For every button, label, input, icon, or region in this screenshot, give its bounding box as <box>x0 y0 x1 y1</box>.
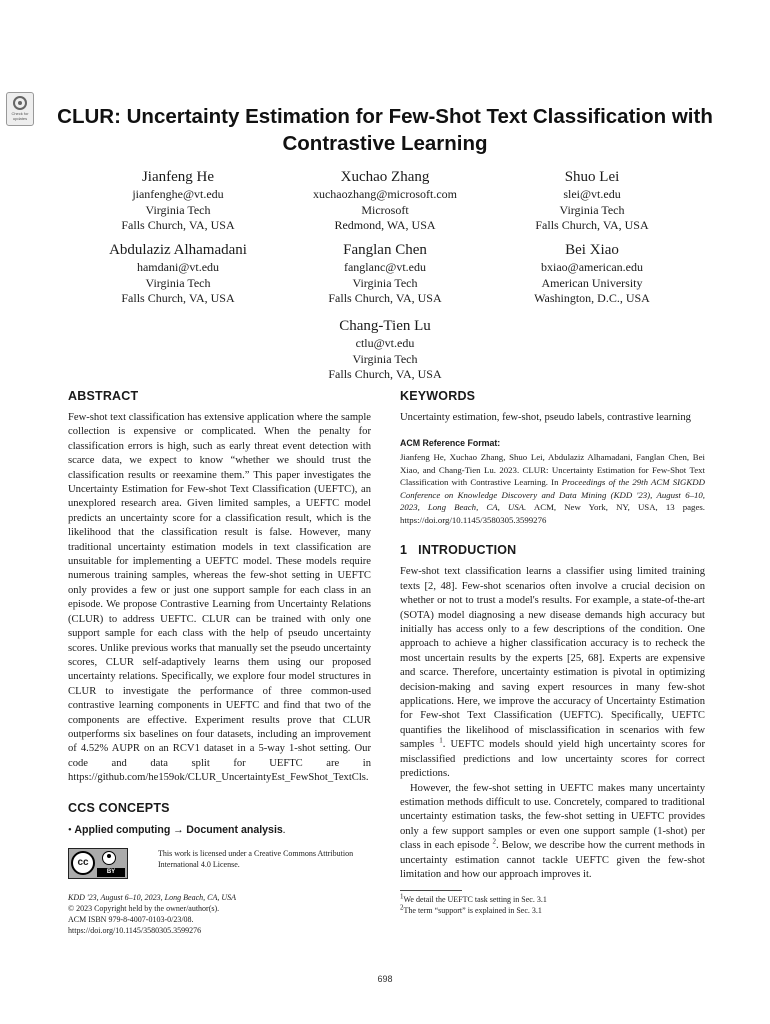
author-name: Shuo Lei <box>564 169 620 185</box>
author-email[interactable]: hamdani@vt.edu <box>136 260 220 274</box>
author-block <box>68 167 288 234</box>
author-location: Falls Church, VA, USA <box>121 291 235 306</box>
conference-venue: KDD '23, August 6–10, 2023, Long Beach, CA, USA <box>68 892 237 902</box>
ccs-arrow: → <box>172 824 184 836</box>
author-name: Xuchao Zhang <box>340 169 430 185</box>
author-email[interactable]: ctlu@vt.edu <box>355 336 415 350</box>
keywords-heading: KEYWORDS <box>400 389 476 403</box>
author-location: Falls Church, VA, USA <box>328 367 442 382</box>
acm-reference-text: Jianfeng He, Xuchao Zhang, Shuo Lei, Abdulaziz Alhamadani, Fanglan Chen, Bei Xiao, and Chang-Tien Lu. 2023. CLUR: Uncertainty Estimation for Few-Shot Text Classification with Contrastive Learning. In Proceedings of the 29th ACM SIGKDD Conference on Knowledge Discovery and Data Mining (KDD '23), August 6–10, 2023, Long Beach, CA, USA. ACM, New York, NY, USA, 13 pages. https://doi.org/10.1145/3580305.3599276 <box>400 452 705 525</box>
footnote-ref[interactable]: 1 <box>439 736 443 745</box>
author-email[interactable]: fanglanc@vt.edu <box>343 260 427 274</box>
license-block <box>68 848 371 882</box>
author-org: Virginia Tech <box>145 275 211 290</box>
paper-title: CLUR: Uncertainty Estimation for Few-Shot Text Classification with Contrastive Learning <box>57 105 713 155</box>
copyright: © 2023 Copyright held by the owner/author(s). <box>68 903 220 913</box>
author-block <box>482 167 702 234</box>
author-name: Abdulaziz Alhamadani <box>109 242 247 258</box>
author-org: American University <box>541 275 643 290</box>
ccs-term-applied-computing: Applied computing <box>74 823 171 836</box>
ccs-term-document-analysis: Document analysis <box>186 823 283 836</box>
author-org: Virginia Tech <box>352 351 418 366</box>
conference-info <box>68 892 371 936</box>
intro-paragraph: However, the few-shot setting in UEFTC makes many uncertainty estimation methods difficult to use. Concretely, compared to traditional uncertainty estimation tasks, the few-shot setting in UEFTC provides only a few support samples or even one support sample (1-shot) per class in each episode $^2$. Below, we describe how the current methods in uncertainty estimation cannot tackle UEFTC given the few-shot limitation and how our approach improves it. <box>400 782 705 880</box>
footnote-ref[interactable]: 2 <box>492 837 496 846</box>
doi-link[interactable]: https://doi.org/10.1145/3580305.3599276 <box>68 925 202 935</box>
author-email[interactable]: bxiao@american.edu <box>540 260 643 274</box>
by-label: BY <box>97 868 125 877</box>
author-email[interactable]: jianfenghe@vt.edu <box>132 187 224 201</box>
footnote-divider <box>400 890 462 891</box>
keywords-text: Uncertainty estimation, few-shot, pseudo labels, contrastive learning <box>400 412 691 423</box>
author-block <box>275 167 495 234</box>
acm-reference <box>400 437 705 526</box>
license-text: This work is licensed under a Creative Commons Attribution International 4.0 License. <box>158 848 354 869</box>
introduction-heading: 1 INTRODUCTION <box>400 543 517 558</box>
abstract-text: Few-shot text classification has extensive application where the sample collection is expensive or complicated. When the penalty for classification errors is high, such as early threat event detection with scarce data, we expect to know “whether we should trust the classification results or reexamine them.” This paper investigates the Uncertainty Estimation for Few-shot Text Classification (UEFTC), an unexplored research area. Given limited samples, a UEFTC model predicts an uncertainty score for a classification result, which is the likelihood that the classification result is false. However, many traditional uncertainty estimation models in text classification are unsuitable for implementing a UEFTC model. These models require numerous training samples, whereas the few-shot setting in UEFTC only provides a few or just one support sample for each class in an episode. We propose Contrastive Learning from Uncertainty Relations (CLUR) to address UEFTC. CLUR can be trained with only one support sample for each class with the help of pseudo uncertainty scores. Unlike previous works that manually set the pseudo uncertainty scores, CLUR self-adaptively learns them using our proposed uncertainty relations. Specifically, we explore four model structures in CLUR to investigate the performance of three common-used contrastive learning components in UEFTC and find that two of the components are effective. Experiment results prove that CLUR outperforms six baselines on four datasets, including an improvement of 4.52% AUPR on an RCV1 dataset in a 5-way 1-shot setting. Our code and data split for UEFTC are in https://github.com/he159ok/CLUR_UncertaintyEst_FewShot_TextCls. <box>68 412 371 784</box>
left-column <box>68 388 371 936</box>
author-name: Bei Xiao <box>565 242 619 258</box>
acm-reference-heading: ACM Reference Format: <box>400 438 501 449</box>
ccs-bullet: • <box>68 824 72 836</box>
intro-paragraph: Few-shot text classification learns a classifier using limited training texts [2, 48]. Few-shot scenarios often involve a crucial decision on whether or not to trust a model's results. For example, a state-of-the-art (SOTA) model diagnosing a new disease demands high accuracy but initially has access only to a few descriptions of the condition. One approach to achieve a higher classification accuracy is to recheck the most uncertain results by the experts [25, 68]. Experts are expensive and scarce. Therefore, uncertainty estimation is pivotal in optimizing decision-making and saving expert resources in many few-shot applications. Here, we improve the accuracy of Uncertainty Estimation for Few-shot Text Classification (UEFTC). Specifically, UEFTC quantifies the likelihood of misclassification in scenarios with few samples $^1$. UEFTC models should yield high uncertainty scores for misclassified predictions and low uncertainty scores for correct predictions. <box>400 566 705 780</box>
author-name: Fanglan Chen <box>343 242 427 258</box>
author-block <box>275 240 495 307</box>
check-for-updates-badge[interactable] <box>6 92 34 126</box>
author-location: Falls Church, VA, USA <box>535 218 649 233</box>
author-location: Washington, D.C., USA <box>534 291 650 306</box>
author-email[interactable]: xuchaozhang@microsoft.com <box>312 187 457 201</box>
author-org: Virginia Tech <box>352 275 418 290</box>
author-block <box>68 240 288 307</box>
acm-reference-proceedings: Proceedings of the 29th ACM SIGKDD Conference on Knowledge Discovery and Data Mining (KDD '23), August 6–10, 2023, Long Beach, CA, USA. <box>400 477 705 513</box>
page-number: 698 <box>377 974 393 984</box>
isbn: ACM ISBN 979-8-4007-0103-0/23/08. <box>68 914 194 924</box>
author-org: Virginia Tech <box>559 202 625 217</box>
creative-commons-logo[interactable] <box>68 848 128 879</box>
author-org: Virginia Tech <box>145 202 211 217</box>
author-name: Jianfeng He <box>141 169 215 185</box>
author-location: Redmond, WA, USA <box>334 218 436 233</box>
right-column <box>400 388 705 916</box>
author-org: Microsoft <box>361 202 409 217</box>
footnote: $^2$The term “support” is explained in Sec. 3.1 <box>400 903 542 916</box>
cc-icon: cc <box>71 851 95 875</box>
author-name: Chang-Tien Lu <box>339 318 431 334</box>
author-block <box>275 316 495 383</box>
author-block <box>482 240 702 307</box>
author-location: Falls Church, VA, USA <box>121 218 235 233</box>
update-icon <box>13 96 27 110</box>
footnote: $^1$We detail the UEFTC task setting in Sec. 3.1 <box>400 892 547 905</box>
badge-text: Check for updates <box>11 111 29 121</box>
author-email[interactable]: slei@vt.edu <box>563 187 621 201</box>
ccs-heading: CCS CONCEPTS <box>68 800 170 815</box>
author-location: Falls Church, VA, USA <box>328 291 442 306</box>
ccs-concepts: • Applied computing → Document analysis. <box>68 823 286 836</box>
abstract-heading: ABSTRACT <box>68 389 139 403</box>
person-icon <box>102 851 116 865</box>
